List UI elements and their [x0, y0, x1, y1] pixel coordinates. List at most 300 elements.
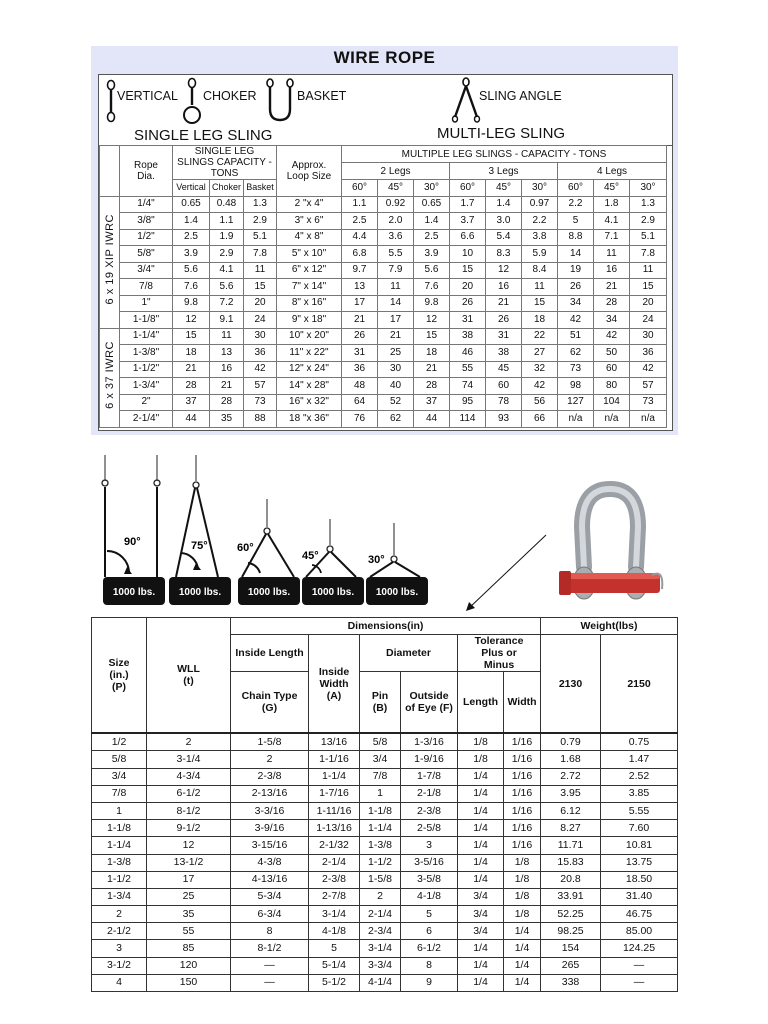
table-cell: 114	[450, 411, 486, 428]
table-cell: 30	[244, 328, 277, 345]
table-cell: 5/8	[360, 733, 401, 751]
table-cell: 1/4	[504, 923, 541, 940]
table-cell: 85.00	[601, 923, 678, 940]
table-cell: 12	[414, 312, 450, 329]
table-cell: 3.8	[522, 229, 558, 246]
table-cell: 11	[244, 262, 277, 279]
table-cell: 5-1/4	[309, 957, 360, 974]
table-cell: 7.9	[378, 262, 414, 279]
table-cell: 3/4	[458, 923, 504, 940]
multi-leg-heading: MULTI-LEG SLING	[437, 125, 566, 142]
sling-type-header	[99, 75, 672, 146]
angle-header: 30°	[414, 180, 450, 197]
table-cell: 2-1/8	[401, 785, 458, 802]
table-cell: 4.1	[210, 262, 244, 279]
table-cell: 88	[244, 411, 277, 428]
table-cell: 5.55	[601, 802, 678, 819]
table-cell: 16	[594, 262, 630, 279]
table-cell: 0.97	[522, 196, 558, 213]
table-cell: 1-5/8	[360, 871, 401, 888]
table-cell: 2-3/4	[360, 923, 401, 940]
table-cell: 1	[360, 785, 401, 802]
table-cell: 1/8	[504, 906, 541, 923]
table-cell: 1/8	[458, 733, 504, 751]
table-cell: n/a	[558, 411, 594, 428]
table-cell: 18	[173, 345, 210, 362]
table-cell: 5" x 10"	[277, 246, 342, 263]
table-cell: 4.4	[342, 229, 378, 246]
table-cell: 21	[210, 378, 244, 395]
table-cell: 3.95	[541, 785, 601, 802]
table-cell: 7.8	[244, 246, 277, 263]
table-cell: 1.8	[594, 196, 630, 213]
table-cell: 3	[92, 940, 147, 957]
table-cell: 42	[522, 378, 558, 395]
table-cell: 21	[342, 312, 378, 329]
table-row	[92, 854, 678, 871]
table-cell: 18.50	[601, 871, 678, 888]
table-cell: 2-5/8	[401, 820, 458, 837]
table-cell: 150	[147, 974, 231, 991]
table-cell: 20	[630, 295, 667, 312]
table-cell: 52	[378, 394, 414, 411]
table-cell: 9.1	[210, 312, 244, 329]
single-leg-capacity-header: SINGLE LEG SLINGS CAPACITY - TONS	[173, 146, 277, 180]
table-cell: 0.48	[210, 196, 244, 213]
table-cell: 66	[522, 411, 558, 428]
table-cell: 1-9/16	[401, 751, 458, 768]
angle-header: 60°	[450, 180, 486, 197]
table-cell: 15	[244, 279, 277, 296]
table-cell: 57	[244, 378, 277, 395]
table-row	[92, 820, 678, 837]
table-cell: 24	[244, 312, 277, 329]
table-cell: 7.1	[594, 229, 630, 246]
table-cell: 1/8	[504, 854, 541, 871]
table-cell: 3.6	[378, 229, 414, 246]
table-row	[100, 246, 667, 263]
table-cell: 5-3/4	[231, 888, 309, 905]
table-cell: 12	[147, 837, 231, 854]
table-cell: 1"	[120, 295, 173, 312]
angle-label-75: 75°	[191, 540, 208, 552]
shackle-table-body	[92, 733, 678, 991]
loop-size-header: Approx. Loop Size	[277, 146, 342, 197]
shackle-image	[559, 489, 662, 599]
table-cell: 4-1/8	[401, 888, 458, 905]
table-cell: 15	[630, 279, 667, 296]
table-cell: 3-1/2	[92, 957, 147, 974]
wire-rope-panel	[91, 46, 678, 435]
table-cell: 55	[147, 923, 231, 940]
table-cell: 1-7/8	[401, 768, 458, 785]
table-cell: 19	[558, 262, 594, 279]
table-cell: 1.1	[210, 213, 244, 230]
table-cell: 1-1/8"	[120, 312, 173, 329]
table-cell: 31	[486, 328, 522, 345]
rope-construction-label	[100, 196, 120, 328]
table-cell: 3.85	[601, 785, 678, 802]
table-cell: 32	[522, 361, 558, 378]
wire-rope-capacity-table	[99, 145, 667, 428]
table-cell: 1.4	[414, 213, 450, 230]
table-cell: 2-13/16	[231, 785, 309, 802]
table-cell: 64	[342, 394, 378, 411]
table-cell: 21	[378, 328, 414, 345]
table-cell: 7.60	[601, 820, 678, 837]
table-cell: 16	[210, 361, 244, 378]
table-cell: 9.8	[173, 295, 210, 312]
table-cell: 1.9	[210, 229, 244, 246]
table-cell: 26	[558, 279, 594, 296]
angle-header: 30°	[522, 180, 558, 197]
table-cell: 5	[309, 940, 360, 957]
table-cell: 1/8	[504, 871, 541, 888]
choker-hitch-icon	[181, 77, 203, 125]
table-cell: 7" x 14"	[277, 279, 342, 296]
table-cell: 3.9	[414, 246, 450, 263]
table-cell: 2.9	[210, 246, 244, 263]
table-cell: 3.0	[486, 213, 522, 230]
basket-hitch-icon	[265, 77, 295, 123]
table-cell: 21	[173, 361, 210, 378]
table-cell: —	[231, 957, 309, 974]
table-cell: 44	[414, 411, 450, 428]
table-cell: 7.8	[630, 246, 667, 263]
table-cell: 15	[414, 328, 450, 345]
table-cell: 60	[486, 378, 522, 395]
table-cell: 18	[522, 312, 558, 329]
table-cell: 3.7	[450, 213, 486, 230]
table-cell: 8	[401, 957, 458, 974]
table-cell: 1/4	[458, 974, 504, 991]
table-cell: 1/4	[458, 940, 504, 957]
table-cell: 2	[147, 733, 231, 751]
table-cell: 8.8	[558, 229, 594, 246]
table-cell: 3-1/4	[309, 906, 360, 923]
table-cell: 5.9	[522, 246, 558, 263]
table-cell: 1/4	[504, 940, 541, 957]
table-cell: 3" x 6"	[277, 213, 342, 230]
table-cell: 8-1/2	[231, 940, 309, 957]
table-cell: 1.1	[342, 196, 378, 213]
angle-header: 60°	[558, 180, 594, 197]
table-cell: 1-1/8	[360, 802, 401, 819]
table-cell: 26	[486, 312, 522, 329]
table-cell: 6-3/4	[231, 906, 309, 923]
table-cell: 15.83	[541, 854, 601, 871]
table-row	[100, 262, 667, 279]
table-cell: 2-1/4	[309, 854, 360, 871]
table-cell: 42	[630, 361, 667, 378]
table-cell: 62	[558, 345, 594, 362]
rope-construction-label	[100, 328, 120, 427]
table-cell: 4" x 8"	[277, 229, 342, 246]
table-row	[100, 279, 667, 296]
table-cell: 56	[522, 394, 558, 411]
table-cell: 2-3/8	[309, 871, 360, 888]
table-cell: 2	[360, 888, 401, 905]
table-cell: 7/8	[120, 279, 173, 296]
wire-rope-title: WIRE ROPE	[333, 48, 436, 67]
table-cell: 5	[558, 213, 594, 230]
table-row	[100, 378, 667, 395]
table-cell: 98.25	[541, 923, 601, 940]
table-cell: 73	[558, 361, 594, 378]
table-cell: 35	[147, 906, 231, 923]
table-cell: 9.8	[414, 295, 450, 312]
table-cell: 14	[558, 246, 594, 263]
table-cell: 34	[594, 312, 630, 329]
table-cell: 1/4	[458, 957, 504, 974]
pin-header: Pin (B)	[360, 672, 401, 734]
wire-rope-chart	[98, 74, 673, 431]
table-cell: 1/4	[458, 871, 504, 888]
table-cell: 1-1/4"	[120, 328, 173, 345]
table-cell: 1.3	[244, 196, 277, 213]
table-cell: 11.71	[541, 837, 601, 854]
table-row	[100, 411, 667, 428]
table-cell: 8.27	[541, 820, 601, 837]
sling-angle-diagram	[96, 447, 676, 617]
wire-rope-table-body	[100, 196, 667, 427]
table-cell: 1/16	[504, 785, 541, 802]
load-label-1000-lbs: 1000 lbs.	[178, 587, 222, 598]
table-cell: 40	[378, 378, 414, 395]
table-cell: 1-3/8	[360, 837, 401, 854]
table-cell: 1.47	[601, 751, 678, 768]
load-label-1000-lbs: 1000 lbs.	[311, 587, 355, 598]
table-cell: 17	[342, 295, 378, 312]
table-cell: 27	[522, 345, 558, 362]
table-cell: 35	[210, 411, 244, 428]
table-row	[92, 751, 678, 768]
table-cell: 1-3/16	[401, 733, 458, 751]
table-cell: 33.91	[541, 888, 601, 905]
table-cell: 13/16	[309, 733, 360, 751]
table-cell: 5/8"	[120, 246, 173, 263]
table-cell: 15	[522, 295, 558, 312]
table-row	[92, 888, 678, 905]
table-cell: 30	[630, 328, 667, 345]
table-cell: 1-1/8	[92, 820, 147, 837]
table-cell: 2-3/8	[401, 802, 458, 819]
table-cell: 7.6	[173, 279, 210, 296]
table-row	[100, 361, 667, 378]
table-cell: 1/2"	[120, 229, 173, 246]
table-cell: 3/4	[92, 768, 147, 785]
table-cell: 1-1/16	[309, 751, 360, 768]
table-cell: 0.65	[173, 196, 210, 213]
table-cell: 1/16	[504, 768, 541, 785]
table-cell: 8" x 16"	[277, 295, 342, 312]
table-cell: 1.7	[450, 196, 486, 213]
table-cell: 5.1	[244, 229, 277, 246]
table-row	[92, 837, 678, 854]
table-cell: 1.4	[173, 213, 210, 230]
table-cell: 14	[378, 295, 414, 312]
four-legs-header: 4 Legs	[558, 163, 667, 180]
table-cell: 20	[450, 279, 486, 296]
table-cell: 120	[147, 957, 231, 974]
table-cell: 9" x 18"	[277, 312, 342, 329]
chain-type-header: Chain Type (G)	[231, 672, 309, 734]
table-cell: 3-9/16	[231, 820, 309, 837]
table-cell: 24	[630, 312, 667, 329]
table-cell: 154	[541, 940, 601, 957]
table-cell: 4-3/8	[231, 854, 309, 871]
table-cell: 1-1/4	[309, 768, 360, 785]
table-cell: 1/4	[458, 837, 504, 854]
table-row	[100, 345, 667, 362]
table-cell: 51	[558, 328, 594, 345]
table-cell: 10	[450, 246, 486, 263]
table-cell: 2.9	[630, 213, 667, 230]
table-cell: 12	[486, 262, 522, 279]
table-cell: 55	[450, 361, 486, 378]
shackle-dimensions-table	[91, 617, 678, 992]
table-cell: 3.9	[173, 246, 210, 263]
table-cell: 1/16	[504, 802, 541, 819]
table-cell: 50	[594, 345, 630, 362]
table-cell: 3-15/16	[231, 837, 309, 854]
table-cell: 1/4	[458, 820, 504, 837]
table-cell: —	[231, 974, 309, 991]
table-cell: 31	[342, 345, 378, 362]
wll-header: WLL (t)	[147, 618, 231, 734]
weight-header: Weight(lbs)	[541, 618, 678, 635]
sling-90-degree	[102, 455, 165, 605]
angle-header: 45°	[378, 180, 414, 197]
table-cell: 8-1/2	[147, 802, 231, 819]
table-cell: n/a	[630, 411, 667, 428]
table-row	[92, 957, 678, 974]
table-cell: 0.75	[601, 733, 678, 751]
table-cell: 6" x 12"	[277, 262, 342, 279]
vertical-header: Vertical	[173, 180, 210, 197]
table-cell: 76	[342, 411, 378, 428]
table-cell: 73	[630, 394, 667, 411]
table-cell: 1.4	[486, 196, 522, 213]
table-cell: 22	[522, 328, 558, 345]
table-row	[100, 295, 667, 312]
table-cell: 1/4	[458, 854, 504, 871]
table-cell: 95	[450, 394, 486, 411]
table-cell: 31.40	[601, 888, 678, 905]
table-cell: 28	[210, 394, 244, 411]
table-cell: 1.68	[541, 751, 601, 768]
table-cell: 8.3	[486, 246, 522, 263]
table-cell: 1-1/2	[360, 854, 401, 871]
table-cell: 1/4	[504, 957, 541, 974]
table-cell: 2-7/8	[309, 888, 360, 905]
table-row	[100, 328, 667, 345]
angle-header: 60°	[342, 180, 378, 197]
sling-angle-icon	[451, 77, 481, 123]
table-cell: 6-1/2	[401, 940, 458, 957]
length-header: Length	[458, 672, 504, 734]
angle-label-60: 60°	[237, 542, 254, 554]
table-cell: 62	[378, 411, 414, 428]
table-cell: 37	[173, 394, 210, 411]
table-cell: 11	[378, 279, 414, 296]
table-cell: 1/16	[504, 733, 541, 751]
table-cell: 20	[244, 295, 277, 312]
table-cell: 2.72	[541, 768, 601, 785]
single-leg-heading: SINGLE LEG SLING	[134, 127, 273, 144]
table-cell: 1/4	[458, 768, 504, 785]
table-cell: 1	[92, 802, 147, 819]
table-cell: 73	[244, 394, 277, 411]
table-cell: 2.0	[378, 213, 414, 230]
table-cell: 1/16	[504, 751, 541, 768]
pointer-arrow	[468, 535, 546, 609]
table-cell: 2.2	[558, 196, 594, 213]
table-cell: 1-5/8	[231, 733, 309, 751]
table-cell: 16	[486, 279, 522, 296]
table-cell: 2.9	[244, 213, 277, 230]
table-cell: 0.65	[414, 196, 450, 213]
table-cell: 21	[486, 295, 522, 312]
table-cell: 265	[541, 957, 601, 974]
tolerance-header: Tolerance Plus or Minus	[458, 635, 541, 672]
table-cell: 13	[342, 279, 378, 296]
table-cell: 52.25	[541, 906, 601, 923]
table-cell: 4-3/4	[147, 768, 231, 785]
rope-construction-text: 6 x 19 XIP IWRC	[103, 214, 116, 305]
table-row	[100, 312, 667, 329]
sling-30-degree	[366, 523, 428, 605]
table-row	[100, 196, 667, 213]
table-cell: 36	[342, 361, 378, 378]
table-cell: 1-11/16	[309, 802, 360, 819]
table-cell: 6.6	[450, 229, 486, 246]
table-cell: 7/8	[360, 768, 401, 785]
table-cell: 7.2	[210, 295, 244, 312]
table-cell: 4-13/16	[231, 871, 309, 888]
table-cell: 3-3/4	[360, 957, 401, 974]
angle-label-45: 45°	[302, 550, 319, 562]
table-cell: 12	[173, 312, 210, 329]
table-cell: 2"	[120, 394, 173, 411]
table-cell: 1-7/16	[309, 785, 360, 802]
weight-2150-header: 2150	[601, 635, 678, 734]
table-cell: 5.4	[486, 229, 522, 246]
table-cell: 2-1/32	[309, 837, 360, 854]
table-cell: 8.4	[522, 262, 558, 279]
table-cell: 30	[378, 361, 414, 378]
table-row	[92, 768, 678, 785]
table-cell: 25	[147, 888, 231, 905]
table-cell: —	[601, 974, 678, 991]
table-cell: 6.12	[541, 802, 601, 819]
table-cell: 25	[378, 345, 414, 362]
table-row	[100, 229, 667, 246]
table-cell: 3	[401, 837, 458, 854]
three-legs-header: 3 Legs	[450, 163, 558, 180]
table-cell: 9.7	[342, 262, 378, 279]
table-cell: 2-1/4	[360, 906, 401, 923]
size-header: Size (in.) (P)	[92, 618, 147, 734]
table-cell: 1-3/4"	[120, 378, 173, 395]
table-cell: 5/8	[92, 751, 147, 768]
table-cell: 1/8	[458, 751, 504, 768]
table-cell: 14" x 28"	[277, 378, 342, 395]
table-row	[92, 940, 678, 957]
table-row	[92, 906, 678, 923]
table-cell: 74	[450, 378, 486, 395]
table-cell: 104	[594, 394, 630, 411]
